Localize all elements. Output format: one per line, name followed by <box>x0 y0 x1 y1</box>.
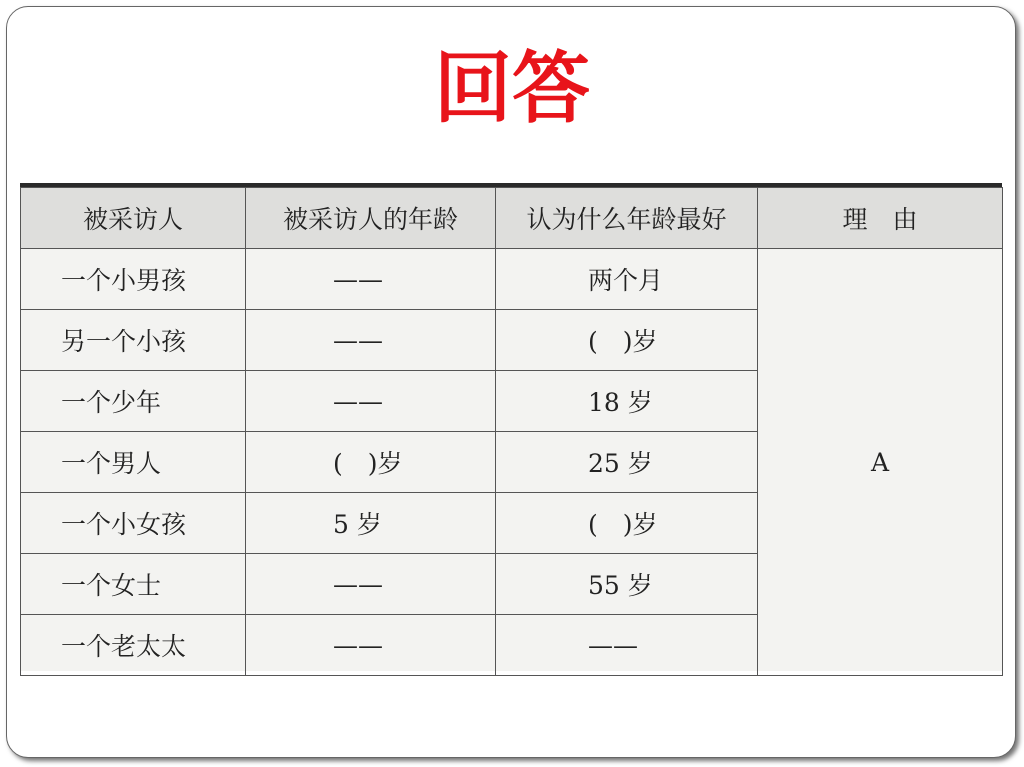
cell-age: —— <box>246 615 496 676</box>
cell-age: —— <box>246 310 496 371</box>
cell-interviewee: 一个男人 <box>21 432 246 493</box>
cell-best-age: 55 岁 <box>496 554 758 615</box>
cell-interviewee: 一个小男孩 <box>21 249 246 310</box>
cell-best-age: —— <box>496 615 758 676</box>
cell-best-age: ( )岁 <box>496 310 758 371</box>
cell-age: —— <box>246 554 496 615</box>
cell-age: ( )岁 <box>246 432 496 493</box>
table-image <box>20 183 1002 671</box>
cell-age: —— <box>246 249 496 310</box>
header-interviewee-age: 被采访人的年龄 <box>246 188 496 249</box>
table-header-row <box>21 188 1003 249</box>
cell-age: 5 岁 <box>246 493 496 554</box>
header-best-age: 认为什么年龄最好 <box>496 188 758 249</box>
cell-best-age: 两个月 <box>496 249 758 310</box>
header-interviewee: 被采访人 <box>21 188 246 249</box>
cell-interviewee: 一个少年 <box>21 371 246 432</box>
cell-best-age: 25 岁 <box>496 432 758 493</box>
cell-interviewee: 一个小女孩 <box>21 493 246 554</box>
cell-interviewee: 一个女士 <box>21 554 246 615</box>
cell-interviewee: 一个老太太 <box>21 615 246 676</box>
cell-reason: A <box>758 249 1003 676</box>
table-row <box>21 249 1003 310</box>
cell-age: —— <box>246 371 496 432</box>
cell-best-age: 18 岁 <box>496 371 758 432</box>
header-reason: 理 由 <box>758 188 1003 249</box>
cell-best-age: ( )岁 <box>496 493 758 554</box>
page-title: 回答 <box>433 44 590 134</box>
interview-table <box>20 187 1003 676</box>
cell-interviewee: 另一个小孩 <box>21 310 246 371</box>
